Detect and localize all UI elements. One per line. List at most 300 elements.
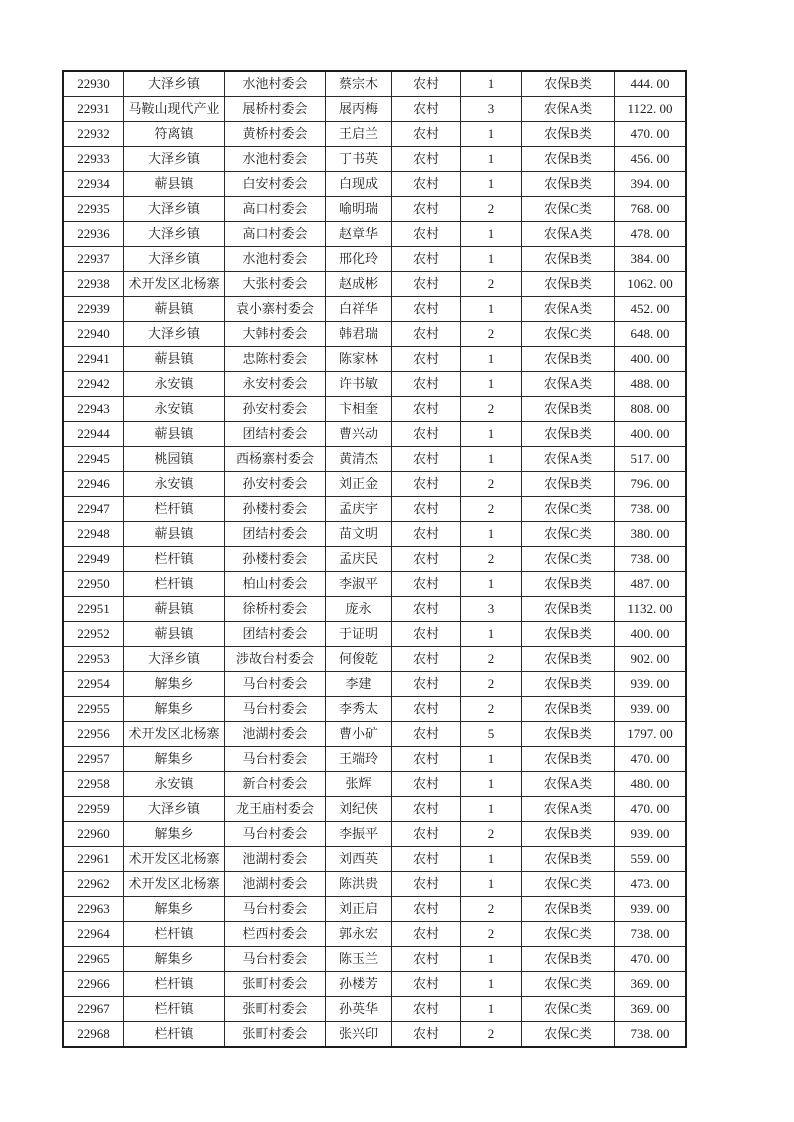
table-cell-category: 农保B类 bbox=[522, 147, 615, 172]
table-cell-amount: 487. 00 bbox=[615, 572, 687, 597]
table-cell-name: 白祥华 bbox=[326, 297, 392, 322]
table-cell-village: 团结村委会 bbox=[225, 422, 326, 447]
table-row bbox=[63, 772, 686, 797]
table-cell-name: 赵章华 bbox=[326, 222, 392, 247]
table-cell-count: 2 bbox=[461, 822, 522, 847]
table-cell-count: 1 bbox=[461, 422, 522, 447]
table-row bbox=[63, 947, 686, 972]
table-cell-type: 农村 bbox=[392, 397, 461, 422]
table-cell-category: 农保B类 bbox=[522, 347, 615, 372]
table-cell-id: 22965 bbox=[63, 947, 124, 972]
table-cell-name: 刘正金 bbox=[326, 472, 392, 497]
table-cell-category: 农保B类 bbox=[522, 122, 615, 147]
table-cell-id: 22939 bbox=[63, 297, 124, 322]
table-cell-id: 22943 bbox=[63, 397, 124, 422]
table-cell-town: 永安镇 bbox=[124, 472, 225, 497]
table-cell-type: 农村 bbox=[392, 347, 461, 372]
table-cell-village: 孙安村委会 bbox=[225, 472, 326, 497]
table-cell-amount: 384. 00 bbox=[615, 247, 687, 272]
table-cell-count: 2 bbox=[461, 922, 522, 947]
table-cell-category: 农保C类 bbox=[522, 322, 615, 347]
table-cell-town: 解集乡 bbox=[124, 947, 225, 972]
table-row bbox=[63, 597, 686, 622]
table-cell-count: 2 bbox=[461, 397, 522, 422]
table-cell-id: 22942 bbox=[63, 372, 124, 397]
table-cell-id: 22935 bbox=[63, 197, 124, 222]
table-cell-id: 22957 bbox=[63, 747, 124, 772]
table-cell-amount: 808. 00 bbox=[615, 397, 687, 422]
table-row bbox=[63, 122, 686, 147]
table-cell-town: 符离镇 bbox=[124, 122, 225, 147]
table-row bbox=[63, 197, 686, 222]
table-cell-amount: 738. 00 bbox=[615, 922, 687, 947]
table-cell-type: 农村 bbox=[392, 572, 461, 597]
table-cell-amount: 738. 00 bbox=[615, 547, 687, 572]
table-cell-type: 农村 bbox=[392, 1022, 461, 1048]
table-cell-type: 农村 bbox=[392, 797, 461, 822]
table-cell-town: 蕲县镇 bbox=[124, 422, 225, 447]
table-cell-amount: 470. 00 bbox=[615, 747, 687, 772]
table-cell-id: 22930 bbox=[63, 71, 124, 97]
table-cell-category: 农保A类 bbox=[522, 797, 615, 822]
table-cell-town: 马鞍山现代产业 bbox=[124, 97, 225, 122]
table-cell-name: 陈洪贵 bbox=[326, 872, 392, 897]
table-cell-amount: 478. 00 bbox=[615, 222, 687, 247]
table-cell-id: 22961 bbox=[63, 847, 124, 872]
table-cell-category: 农保B类 bbox=[522, 597, 615, 622]
table-cell-amount: 1062. 00 bbox=[615, 272, 687, 297]
table-cell-village: 池湖村委会 bbox=[225, 722, 326, 747]
table-cell-category: 农保B类 bbox=[522, 272, 615, 297]
table-cell-type: 农村 bbox=[392, 847, 461, 872]
table-cell-town: 永安镇 bbox=[124, 397, 225, 422]
table-row bbox=[63, 147, 686, 172]
table-cell-id: 22941 bbox=[63, 347, 124, 372]
table-cell-town: 术开发区北杨寨 bbox=[124, 847, 225, 872]
table-cell-village: 袁小寨村委会 bbox=[225, 297, 326, 322]
table-cell-category: 农保B类 bbox=[522, 647, 615, 672]
table-cell-count: 1 bbox=[461, 997, 522, 1022]
table-cell-village: 马台村委会 bbox=[225, 897, 326, 922]
table-cell-id: 22940 bbox=[63, 322, 124, 347]
table-cell-amount: 939. 00 bbox=[615, 897, 687, 922]
table-cell-count: 1 bbox=[461, 372, 522, 397]
table-cell-name: 喻明瑞 bbox=[326, 197, 392, 222]
table-cell-category: 农保A类 bbox=[522, 222, 615, 247]
table-cell-name: 王启兰 bbox=[326, 122, 392, 147]
table-row bbox=[63, 247, 686, 272]
table-cell-name: 丁书英 bbox=[326, 147, 392, 172]
table-cell-town: 蕲县镇 bbox=[124, 172, 225, 197]
table-cell-category: 农保C类 bbox=[522, 197, 615, 222]
table-cell-amount: 1132. 00 bbox=[615, 597, 687, 622]
table-cell-id: 22954 bbox=[63, 672, 124, 697]
table-cell-village: 徐桥村委会 bbox=[225, 597, 326, 622]
table-cell-category: 农保B类 bbox=[522, 822, 615, 847]
table-cell-town: 蕲县镇 bbox=[124, 597, 225, 622]
table-cell-village: 马台村委会 bbox=[225, 697, 326, 722]
table-cell-village: 展桥村委会 bbox=[225, 97, 326, 122]
table-cell-name: 曹小矿 bbox=[326, 722, 392, 747]
table-cell-id: 22968 bbox=[63, 1022, 124, 1048]
table-cell-town: 术开发区北杨寨 bbox=[124, 272, 225, 297]
table-cell-count: 1 bbox=[461, 147, 522, 172]
table-cell-amount: 444. 00 bbox=[615, 71, 687, 97]
table-cell-name: 陈玉兰 bbox=[326, 947, 392, 972]
table-cell-count: 2 bbox=[461, 547, 522, 572]
table-cell-category: 农保C类 bbox=[522, 997, 615, 1022]
table-cell-type: 农村 bbox=[392, 497, 461, 522]
table-row bbox=[63, 372, 686, 397]
table-cell-village: 张町村委会 bbox=[225, 972, 326, 997]
table-row bbox=[63, 647, 686, 672]
table-cell-village: 永安村委会 bbox=[225, 372, 326, 397]
table-cell-category: 农保C类 bbox=[522, 1022, 615, 1048]
table-cell-id: 22949 bbox=[63, 547, 124, 572]
table-cell-type: 农村 bbox=[392, 622, 461, 647]
table-cell-name: 赵成彬 bbox=[326, 272, 392, 297]
table-cell-type: 农村 bbox=[392, 472, 461, 497]
table-cell-village: 柏山村委会 bbox=[225, 572, 326, 597]
table-cell-town: 大泽乡镇 bbox=[124, 222, 225, 247]
table-cell-count: 1 bbox=[461, 222, 522, 247]
table-body bbox=[63, 71, 686, 1047]
table-cell-town: 蕲县镇 bbox=[124, 622, 225, 647]
table-cell-category: 农保C类 bbox=[522, 922, 615, 947]
table-cell-town: 术开发区北杨寨 bbox=[124, 722, 225, 747]
table-cell-name: 郭永宏 bbox=[326, 922, 392, 947]
table-cell-type: 农村 bbox=[392, 372, 461, 397]
table-cell-type: 农村 bbox=[392, 272, 461, 297]
table-cell-village: 团结村委会 bbox=[225, 522, 326, 547]
table-cell-id: 22950 bbox=[63, 572, 124, 597]
table-cell-count: 3 bbox=[461, 597, 522, 622]
table-cell-village: 马台村委会 bbox=[225, 947, 326, 972]
table-cell-town: 解集乡 bbox=[124, 822, 225, 847]
table-cell-id: 22959 bbox=[63, 797, 124, 822]
table-cell-type: 农村 bbox=[392, 922, 461, 947]
table-cell-village: 张町村委会 bbox=[225, 1022, 326, 1048]
table-cell-amount: 939. 00 bbox=[615, 672, 687, 697]
table-cell-name: 张辉 bbox=[326, 772, 392, 797]
table-row bbox=[63, 322, 686, 347]
table-row bbox=[63, 222, 686, 247]
table-cell-type: 农村 bbox=[392, 972, 461, 997]
table-cell-type: 农村 bbox=[392, 722, 461, 747]
table-cell-name: 孟庆宇 bbox=[326, 497, 392, 522]
table-cell-count: 2 bbox=[461, 472, 522, 497]
table-cell-type: 农村 bbox=[392, 222, 461, 247]
table-cell-category: 农保A类 bbox=[522, 772, 615, 797]
table-cell-village: 栏西村委会 bbox=[225, 922, 326, 947]
table-cell-town: 蕲县镇 bbox=[124, 522, 225, 547]
table-cell-type: 农村 bbox=[392, 947, 461, 972]
table-cell-amount: 768. 00 bbox=[615, 197, 687, 222]
table-cell-amount: 400. 00 bbox=[615, 347, 687, 372]
table-cell-town: 解集乡 bbox=[124, 672, 225, 697]
table-row bbox=[63, 622, 686, 647]
table-cell-town: 蕲县镇 bbox=[124, 347, 225, 372]
table-cell-town: 栏杆镇 bbox=[124, 997, 225, 1022]
table-cell-village: 高口村委会 bbox=[225, 197, 326, 222]
table-cell-count: 1 bbox=[461, 522, 522, 547]
table-cell-town: 大泽乡镇 bbox=[124, 797, 225, 822]
table-cell-type: 农村 bbox=[392, 147, 461, 172]
table-cell-category: 农保B类 bbox=[522, 572, 615, 597]
table-cell-type: 农村 bbox=[392, 997, 461, 1022]
table-cell-count: 5 bbox=[461, 722, 522, 747]
table-cell-id: 22953 bbox=[63, 647, 124, 672]
table-cell-town: 大泽乡镇 bbox=[124, 247, 225, 272]
table-cell-category: 农保B类 bbox=[522, 472, 615, 497]
table-cell-name: 刘西英 bbox=[326, 847, 392, 872]
table-cell-count: 1 bbox=[461, 122, 522, 147]
table-cell-village: 大张村委会 bbox=[225, 272, 326, 297]
table-cell-name: 蔡宗木 bbox=[326, 71, 392, 97]
table-cell-category: 农保A类 bbox=[522, 297, 615, 322]
table-cell-type: 农村 bbox=[392, 97, 461, 122]
table-row bbox=[63, 872, 686, 897]
table-cell-category: 农保B类 bbox=[522, 897, 615, 922]
table-cell-count: 1 bbox=[461, 172, 522, 197]
table-row bbox=[63, 897, 686, 922]
table-cell-count: 2 bbox=[461, 497, 522, 522]
table-cell-category: 农保C类 bbox=[522, 547, 615, 572]
table-cell-id: 22955 bbox=[63, 697, 124, 722]
table-cell-town: 栏杆镇 bbox=[124, 572, 225, 597]
table-cell-name: 卞相奎 bbox=[326, 397, 392, 422]
table-cell-id: 22944 bbox=[63, 422, 124, 447]
table-cell-category: 农保B类 bbox=[522, 722, 615, 747]
table-row bbox=[63, 747, 686, 772]
table-cell-type: 农村 bbox=[392, 297, 461, 322]
table-cell-amount: 470. 00 bbox=[615, 122, 687, 147]
table-cell-id: 22937 bbox=[63, 247, 124, 272]
table-row bbox=[63, 572, 686, 597]
table-cell-type: 农村 bbox=[392, 822, 461, 847]
table-cell-id: 22956 bbox=[63, 722, 124, 747]
table-cell-village: 西杨寨村委会 bbox=[225, 447, 326, 472]
table-cell-town: 大泽乡镇 bbox=[124, 322, 225, 347]
table-cell-amount: 394. 00 bbox=[615, 172, 687, 197]
table-row bbox=[63, 447, 686, 472]
table-cell-category: 农保C类 bbox=[522, 497, 615, 522]
table-cell-count: 1 bbox=[461, 247, 522, 272]
table-cell-name: 韩君瑞 bbox=[326, 322, 392, 347]
table-cell-category: 农保C类 bbox=[522, 872, 615, 897]
table-row bbox=[63, 297, 686, 322]
records-table bbox=[62, 70, 687, 1048]
table-cell-amount: 738. 00 bbox=[615, 497, 687, 522]
table-cell-count: 1 bbox=[461, 297, 522, 322]
table-row bbox=[63, 397, 686, 422]
table-cell-amount: 738. 00 bbox=[615, 1022, 687, 1048]
table-cell-count: 2 bbox=[461, 1022, 522, 1048]
table-cell-count: 1 bbox=[461, 772, 522, 797]
table-cell-village: 龙王庙村委会 bbox=[225, 797, 326, 822]
table-row bbox=[63, 922, 686, 947]
table-cell-amount: 480. 00 bbox=[615, 772, 687, 797]
table-cell-id: 22938 bbox=[63, 272, 124, 297]
table-cell-village: 新合村委会 bbox=[225, 772, 326, 797]
table-row bbox=[63, 547, 686, 572]
table-row bbox=[63, 497, 686, 522]
table-cell-town: 栏杆镇 bbox=[124, 547, 225, 572]
table-cell-name: 黄清杰 bbox=[326, 447, 392, 472]
table-cell-name: 于证明 bbox=[326, 622, 392, 647]
table-cell-name: 孙楼芳 bbox=[326, 972, 392, 997]
table-cell-name: 孙英华 bbox=[326, 997, 392, 1022]
table-cell-village: 马台村委会 bbox=[225, 672, 326, 697]
table-cell-type: 农村 bbox=[392, 422, 461, 447]
table-cell-town: 栏杆镇 bbox=[124, 922, 225, 947]
table-cell-town: 永安镇 bbox=[124, 372, 225, 397]
table-cell-category: 农保B类 bbox=[522, 71, 615, 97]
table-cell-category: 农保C类 bbox=[522, 522, 615, 547]
table-row bbox=[63, 697, 686, 722]
table-cell-name: 刘纪侠 bbox=[326, 797, 392, 822]
table-cell-amount: 939. 00 bbox=[615, 822, 687, 847]
table-cell-count: 1 bbox=[461, 622, 522, 647]
table-cell-count: 1 bbox=[461, 972, 522, 997]
table-cell-type: 农村 bbox=[392, 197, 461, 222]
table-cell-name: 苗文明 bbox=[326, 522, 392, 547]
table-cell-amount: 648. 00 bbox=[615, 322, 687, 347]
table-cell-count: 1 bbox=[461, 847, 522, 872]
table-cell-count: 1 bbox=[461, 797, 522, 822]
table-cell-town: 解集乡 bbox=[124, 697, 225, 722]
table-cell-amount: 456. 00 bbox=[615, 147, 687, 172]
table-row bbox=[63, 347, 686, 372]
table-row bbox=[63, 522, 686, 547]
table-cell-category: 农保A类 bbox=[522, 97, 615, 122]
table-cell-id: 22952 bbox=[63, 622, 124, 647]
table-cell-category: 农保B类 bbox=[522, 172, 615, 197]
table-cell-id: 22964 bbox=[63, 922, 124, 947]
table-cell-village: 马台村委会 bbox=[225, 822, 326, 847]
table-row bbox=[63, 822, 686, 847]
table-cell-amount: 380. 00 bbox=[615, 522, 687, 547]
table-cell-name: 何俊乾 bbox=[326, 647, 392, 672]
table-cell-town: 栏杆镇 bbox=[124, 1022, 225, 1048]
table-cell-id: 22967 bbox=[63, 997, 124, 1022]
table-cell-id: 22931 bbox=[63, 97, 124, 122]
table-cell-name: 李秀太 bbox=[326, 697, 392, 722]
table-cell-village: 水池村委会 bbox=[225, 247, 326, 272]
table-row bbox=[63, 272, 686, 297]
table-cell-amount: 470. 00 bbox=[615, 947, 687, 972]
table-cell-type: 农村 bbox=[392, 522, 461, 547]
table-cell-name: 曹兴动 bbox=[326, 422, 392, 447]
table-cell-count: 2 bbox=[461, 197, 522, 222]
table-cell-type: 农村 bbox=[392, 897, 461, 922]
table-row bbox=[63, 797, 686, 822]
table-cell-amount: 369. 00 bbox=[615, 997, 687, 1022]
table-cell-count: 1 bbox=[461, 872, 522, 897]
table-cell-count: 1 bbox=[461, 747, 522, 772]
table-cell-count: 2 bbox=[461, 897, 522, 922]
table-cell-amount: 796. 00 bbox=[615, 472, 687, 497]
table-row bbox=[63, 997, 686, 1022]
table-cell-id: 22934 bbox=[63, 172, 124, 197]
table-cell-id: 22960 bbox=[63, 822, 124, 847]
table-cell-type: 农村 bbox=[392, 322, 461, 347]
table-cell-id: 22947 bbox=[63, 497, 124, 522]
table-cell-amount: 1797. 00 bbox=[615, 722, 687, 747]
table-cell-type: 农村 bbox=[392, 647, 461, 672]
table-row bbox=[63, 972, 686, 997]
table-cell-category: 农保B类 bbox=[522, 747, 615, 772]
table-cell-category: 农保B类 bbox=[522, 622, 615, 647]
table-cell-count: 1 bbox=[461, 447, 522, 472]
table-cell-name: 李淑平 bbox=[326, 572, 392, 597]
table-cell-village: 高口村委会 bbox=[225, 222, 326, 247]
table-cell-id: 22948 bbox=[63, 522, 124, 547]
table-row bbox=[63, 472, 686, 497]
table-cell-count: 1 bbox=[461, 947, 522, 972]
table-cell-id: 22951 bbox=[63, 597, 124, 622]
table-cell-category: 农保B类 bbox=[522, 397, 615, 422]
table-cell-town: 蕲县镇 bbox=[124, 297, 225, 322]
table-cell-count: 2 bbox=[461, 672, 522, 697]
table-cell-town: 栏杆镇 bbox=[124, 497, 225, 522]
table-cell-id: 22958 bbox=[63, 772, 124, 797]
table-row bbox=[63, 422, 686, 447]
table-cell-type: 农村 bbox=[392, 71, 461, 97]
table-cell-id: 22946 bbox=[63, 472, 124, 497]
table-cell-name: 陈家林 bbox=[326, 347, 392, 372]
table-cell-count: 2 bbox=[461, 272, 522, 297]
table-cell-id: 22933 bbox=[63, 147, 124, 172]
table-row bbox=[63, 847, 686, 872]
table-cell-village: 大韩村委会 bbox=[225, 322, 326, 347]
table-cell-town: 大泽乡镇 bbox=[124, 647, 225, 672]
table-cell-name: 王端玲 bbox=[326, 747, 392, 772]
table-cell-town: 术开发区北杨寨 bbox=[124, 872, 225, 897]
table-cell-category: 农保C类 bbox=[522, 972, 615, 997]
table-cell-village: 白安村委会 bbox=[225, 172, 326, 197]
table-cell-amount: 488. 00 bbox=[615, 372, 687, 397]
table-cell-amount: 517. 00 bbox=[615, 447, 687, 472]
table-cell-id: 22966 bbox=[63, 972, 124, 997]
table-row bbox=[63, 71, 686, 97]
table-row bbox=[63, 172, 686, 197]
table-cell-id: 22936 bbox=[63, 222, 124, 247]
table-cell-amount: 902. 00 bbox=[615, 647, 687, 672]
table-cell-village: 黄桥村委会 bbox=[225, 122, 326, 147]
table-cell-category: 农保B类 bbox=[522, 947, 615, 972]
table-cell-count: 3 bbox=[461, 97, 522, 122]
table-cell-category: 农保B类 bbox=[522, 422, 615, 447]
table-cell-town: 大泽乡镇 bbox=[124, 147, 225, 172]
table-row bbox=[63, 97, 686, 122]
table-cell-village: 涉故台村委会 bbox=[225, 647, 326, 672]
table-cell-id: 22932 bbox=[63, 122, 124, 147]
table-cell-count: 2 bbox=[461, 697, 522, 722]
table-cell-name: 邢化玲 bbox=[326, 247, 392, 272]
table-cell-category: 农保B类 bbox=[522, 672, 615, 697]
table-cell-village: 孙安村委会 bbox=[225, 397, 326, 422]
table-cell-category: 农保A类 bbox=[522, 372, 615, 397]
table-cell-village: 水池村委会 bbox=[225, 71, 326, 97]
table-cell-village: 池湖村委会 bbox=[225, 847, 326, 872]
table-cell-town: 大泽乡镇 bbox=[124, 197, 225, 222]
table-cell-town: 解集乡 bbox=[124, 747, 225, 772]
table-cell-amount: 400. 00 bbox=[615, 422, 687, 447]
table-cell-type: 农村 bbox=[392, 697, 461, 722]
table-cell-type: 农村 bbox=[392, 172, 461, 197]
table-cell-village: 水池村委会 bbox=[225, 147, 326, 172]
